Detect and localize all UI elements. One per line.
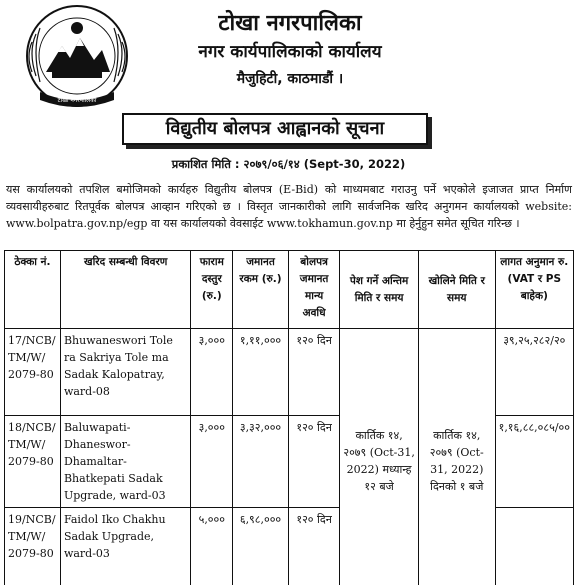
letterhead bbox=[0, 0, 577, 112]
office-name: टोखा नगरपालिका bbox=[218, 11, 362, 36]
table-row bbox=[5, 329, 574, 416]
contract-no: 18/NCB/ TM/W/ 2079-80 bbox=[5, 416, 61, 508]
header-submission: पेश गर्ने अन्तिम मिति र समय bbox=[340, 251, 419, 329]
header-validity: बोलपत्र जमानत मान्य अवधि bbox=[288, 251, 339, 329]
submission-deadline: कार्तिक १४, २०७९ (Oct-31, 2022) मध्यान्ह १२ बजे bbox=[340, 329, 419, 585]
cost-estimate: ३९,२५,२८२/२० bbox=[495, 329, 573, 416]
contract-no: 17/NCB/ TM/W/ 2079-80 bbox=[5, 329, 61, 416]
office-info bbox=[150, 10, 430, 90]
header-description: खरिद सम्बन्धी विवरण bbox=[60, 251, 191, 329]
table-header-row bbox=[5, 251, 574, 329]
bid-validity: १२० दिन bbox=[288, 329, 339, 416]
office-address: मैजुहिटी, काठमाडौं । bbox=[236, 71, 344, 87]
bid-validity: १२० दिन bbox=[288, 416, 339, 508]
bid-deposit: १,११,००० bbox=[233, 329, 289, 416]
notice-title: विद्युतीय बोलपत्र आह्वानको सूचना bbox=[122, 113, 428, 145]
work-description: Faidol Iko Chakhu Sadak Upgrade, ward-03 bbox=[60, 508, 191, 585]
cost-estimate bbox=[495, 508, 573, 585]
form-fee: ५,००० bbox=[191, 508, 233, 585]
form-fee: ३,००० bbox=[191, 329, 233, 416]
published-date: प्रकाशित मिति : २०७९/०६/१४ (Sept-30, 2022) bbox=[171, 157, 406, 171]
contract-no: 19/NCB/ TM/W/ 2079-80 bbox=[5, 508, 61, 585]
notice-banner bbox=[122, 113, 432, 149]
header-opening: खोलिने मिति र समय bbox=[418, 251, 495, 329]
header-form-fee: फाराम दस्तुर (रु.) bbox=[191, 251, 233, 329]
bid-deposit: ६,९८,००० bbox=[233, 508, 289, 585]
emblem-caption: टोखा नगरपालिका bbox=[57, 97, 97, 104]
bid-deposit: ३,३२,००० bbox=[233, 416, 289, 508]
header-contract-no: ठेक्का नं. bbox=[5, 251, 61, 329]
header-deposit: जमानत रकम (रु.) bbox=[233, 251, 289, 329]
work-description: Bhuwaneswori Tole ra Sakriya Tole ma Sadak Kalopatray, ward-08 bbox=[60, 329, 191, 416]
cost-estimate: १,१६,८८,०८५/०० bbox=[495, 416, 573, 508]
municipality-emblem-icon bbox=[18, 2, 136, 114]
form-fee: ३,००० bbox=[191, 416, 233, 508]
notice-body: यस कार्यालयको तपशिल बमोजिमको कार्यहरु विद्युतीय बोलपत्र (E-Bid) को माध्यमबाट गराउनु पर्ने भएकोले इजाजत प्राप्त निर्माण व्यवसायीहरुबाट रितपूर्वक बोलपत्र आव्हान गरिएको छ । विस्तृत जानकारीको लागि सार्वजनिक खरिद अनुगमन कार्यालयको website: www.bolpatra.gov.np/egp वा यस कार्यालयको वेवसाईट www.tokhamun.gov.np मा हेर्नुहुन समेत सूचित गरिन्छ । bbox=[6, 183, 572, 230]
header-estimate: लागत अनुमान रु. (VAT र PS बाहेक) bbox=[495, 251, 573, 329]
bid-validity: १२० दिन bbox=[288, 508, 339, 585]
work-description: Baluwapati-Dhaneswor-Dhamaltar-Bhatkepati Sadak Upgrade, ward-03 bbox=[60, 416, 191, 508]
opening-time: कार्तिक १४, २०७९ (Oct-31, 2022) दिनको १ बजे bbox=[418, 329, 495, 585]
office-subtitle: नगर कार्यपालिकाको कार्यालय bbox=[198, 42, 382, 62]
tender-table bbox=[4, 250, 574, 585]
